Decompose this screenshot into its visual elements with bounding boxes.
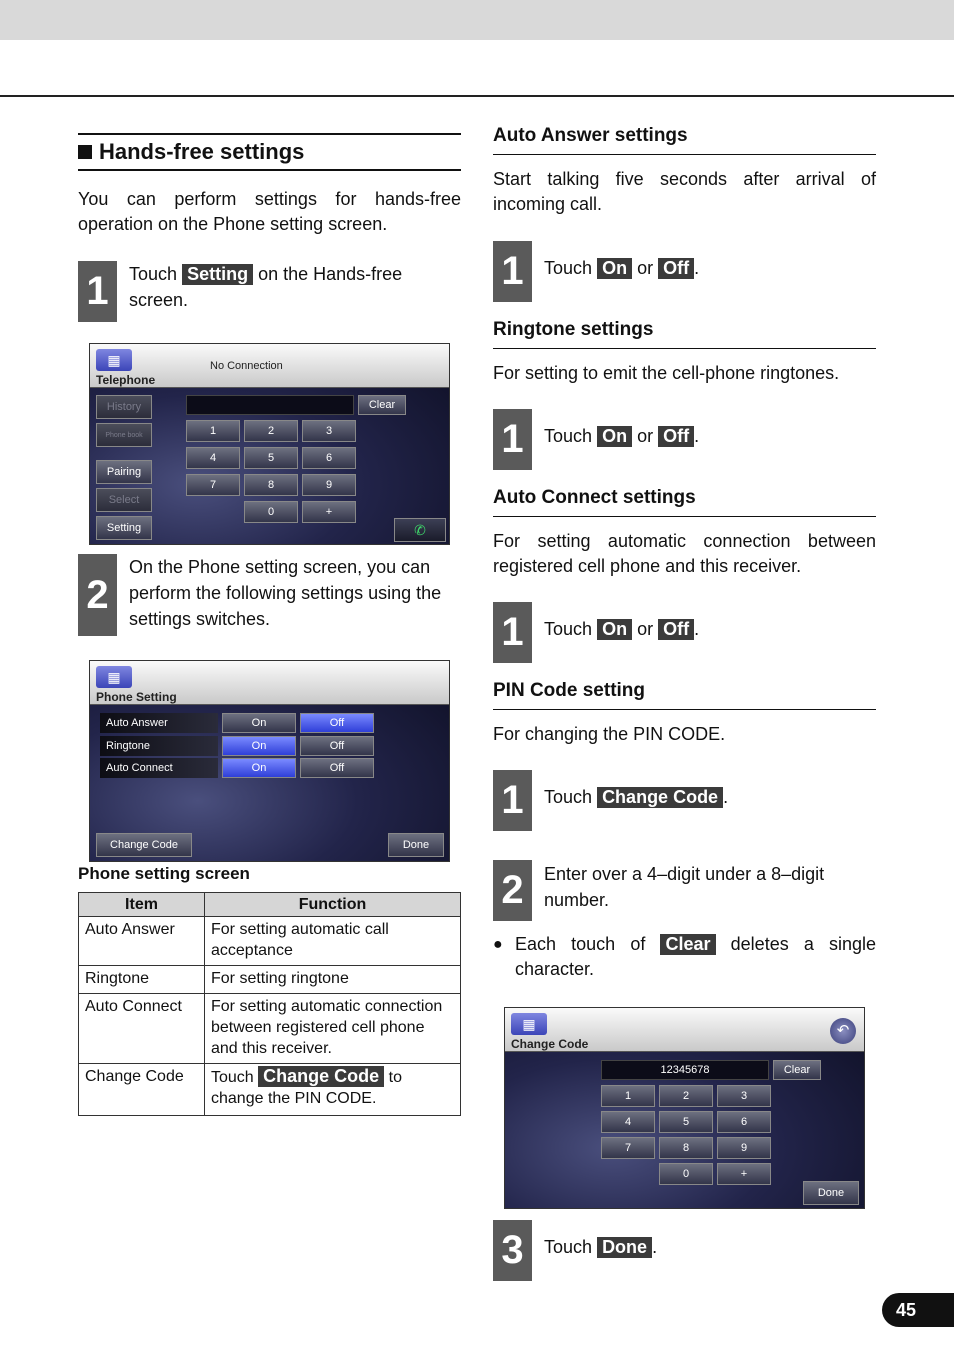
phonebook-button[interactable]: Phone book: [96, 423, 152, 447]
clear-key: Clear: [660, 934, 715, 955]
telephone-screenshot: [89, 343, 450, 545]
note-text-pre: Each touch of: [515, 934, 646, 954]
back-icon[interactable]: ↶: [830, 1018, 856, 1044]
step-text: [544, 409, 876, 449]
auto-answer-on-button[interactable]: On: [222, 713, 296, 733]
step-text: [129, 261, 461, 313]
cell-function: For setting ringtone: [205, 966, 461, 994]
intro-paragraph: You can perform settings for hands-free operation on the Phone setting screen.: [78, 189, 461, 234]
step-number: 1: [493, 770, 532, 831]
number-display: [186, 395, 354, 415]
step-number: 2: [78, 554, 117, 636]
cell-function: For setting automatic call acceptance: [205, 917, 461, 966]
auto-connect-desc: For setting automatic connection between registered cell phone and this receiver.: [493, 531, 876, 576]
setting-key: Setting: [182, 264, 253, 285]
key-3[interactable]: 3: [717, 1085, 771, 1107]
clear-button[interactable]: Clear: [358, 395, 406, 415]
off-key: Off: [658, 258, 694, 279]
change-code-key: Change Code: [258, 1066, 384, 1087]
step-number: 1: [493, 241, 532, 302]
step-text-or: or: [637, 426, 654, 446]
key-6[interactable]: 6: [717, 1111, 771, 1133]
step-text-or: or: [637, 619, 654, 639]
pin-code-desc: For changing the PIN CODE.: [493, 724, 726, 744]
square-bullet-icon: [78, 145, 92, 159]
setting-button[interactable]: Setting: [96, 516, 152, 540]
key-5[interactable]: 5: [244, 447, 298, 469]
cell-item: Change Code: [79, 1064, 205, 1116]
key-8[interactable]: 8: [244, 474, 298, 496]
table-row: [79, 994, 461, 1064]
call-icon[interactable]: ✆: [394, 518, 446, 542]
header-function: Function: [205, 893, 461, 917]
step-number: 3: [493, 1220, 532, 1281]
auto-connect-off-button[interactable]: Off: [300, 758, 374, 778]
screen-title: Telephone: [96, 373, 156, 387]
note-text-post: deletes a single character.: [515, 934, 876, 979]
auto-answer-off-button[interactable]: Off: [300, 713, 374, 733]
auto-connect-on-button[interactable]: On: [222, 758, 296, 778]
done-key: Done: [597, 1237, 652, 1258]
key-plus[interactable]: +: [717, 1163, 771, 1185]
on-key: On: [597, 258, 632, 279]
cell-function: For setting automatic connection between registered cell phone and this receiver.: [205, 994, 461, 1064]
key-8[interactable]: 8: [659, 1137, 713, 1159]
table-caption: Phone setting screen: [78, 864, 250, 883]
key-9[interactable]: 9: [302, 474, 356, 496]
cell-text-pre: Touch: [211, 1069, 254, 1086]
done-button[interactable]: Done: [388, 833, 444, 857]
ringtone-desc: For setting to emit the cell-phone ringtones.: [493, 363, 840, 383]
key-4[interactable]: 4: [601, 1111, 655, 1133]
change-code-screenshot: [504, 1007, 865, 1209]
table-row: [79, 917, 461, 966]
step-text: [544, 602, 876, 642]
auto-connect-title: Auto Connect settings: [493, 482, 876, 517]
key-7[interactable]: 7: [601, 1137, 655, 1159]
bullet-dot-icon: ●: [493, 936, 503, 953]
step-setting: [78, 261, 461, 322]
step-text-pre: Touch: [544, 1237, 593, 1257]
step-done: [493, 1220, 876, 1281]
header-rule: [0, 95, 954, 97]
page-number: 45: [882, 1293, 954, 1327]
section-title-text: Hands-free settings: [99, 139, 305, 164]
screen-header: [90, 661, 449, 705]
history-button[interactable]: History: [96, 395, 152, 419]
step-text-pre: Touch: [544, 787, 593, 807]
key-1[interactable]: 1: [186, 420, 240, 442]
step-text-end: .: [694, 619, 700, 639]
phone-icon: ▦: [96, 349, 132, 371]
step-enter-digits: [493, 860, 876, 921]
cell-function: [205, 1064, 461, 1116]
key-7[interactable]: 7: [186, 474, 240, 496]
step-text-post: on the Hands-free screen.: [129, 264, 403, 310]
step-number: 1: [493, 409, 532, 470]
pin-code-title: PIN Code setting: [493, 675, 876, 710]
clear-note: [493, 932, 876, 982]
step-text-pre: Touch: [544, 426, 593, 446]
key-0[interactable]: 0: [244, 501, 298, 523]
connection-status: No Connection: [210, 360, 283, 372]
step-text-or: or: [637, 258, 654, 278]
step-text-pre: Touch: [544, 619, 593, 639]
function-table: [78, 892, 461, 1116]
key-2[interactable]: 2: [659, 1085, 713, 1107]
change-code-key: Change Code: [597, 787, 723, 808]
change-code-button[interactable]: Change Code: [96, 833, 192, 857]
step-text-end: .: [694, 426, 700, 446]
code-display: 12345678: [601, 1060, 769, 1080]
step-text: [544, 1220, 876, 1260]
step-ringtone: [493, 409, 876, 470]
ringtone-title: Ringtone settings: [493, 314, 876, 349]
ringtone-off-button[interactable]: Off: [300, 736, 374, 756]
cell-item: Auto Answer: [79, 917, 205, 966]
done-button[interactable]: Done: [803, 1181, 859, 1205]
step-text: On the Phone setting screen, you can perform the following settings using the settings switches.: [129, 557, 442, 629]
auto-connect-label: Auto Connect: [100, 758, 218, 778]
key-2[interactable]: 2: [244, 420, 298, 442]
phone-icon: ▦: [511, 1013, 547, 1035]
step-phone-setting: [78, 554, 461, 636]
phone-setting-screenshot: [89, 660, 450, 862]
clear-button[interactable]: Clear: [773, 1060, 821, 1080]
step-text: [544, 241, 876, 281]
screen-header: [505, 1008, 864, 1052]
screen-title: Change Code: [511, 1037, 589, 1051]
section-title: [78, 133, 461, 171]
auto-answer-desc: Start talking five seconds after arrival of incoming call.: [493, 169, 876, 214]
key-3[interactable]: 3: [302, 420, 356, 442]
header-band: [0, 0, 954, 40]
step-text-pre: Touch: [129, 264, 178, 284]
off-key: Off: [658, 426, 694, 447]
key-9[interactable]: 9: [717, 1137, 771, 1159]
step-auto-connect: [493, 602, 876, 663]
ringtone-on-button[interactable]: On: [222, 736, 296, 756]
key-plus[interactable]: +: [302, 501, 356, 523]
step-number: 2: [493, 860, 532, 921]
step-number: 1: [493, 602, 532, 663]
step-number: 1: [78, 261, 117, 322]
ringtone-label: Ringtone: [100, 736, 218, 756]
step-text: [544, 770, 876, 810]
step-change-code: [493, 770, 876, 831]
select-button[interactable]: Select: [96, 488, 152, 512]
auto-answer-label: Auto Answer: [100, 713, 218, 733]
step-text-pre: Touch: [544, 258, 593, 278]
key-4[interactable]: 4: [186, 447, 240, 469]
step-text-end: .: [723, 787, 729, 807]
table-row: [79, 966, 461, 994]
off-key: Off: [658, 619, 694, 640]
step-auto-answer: [493, 241, 876, 302]
auto-answer-title: Auto Answer settings: [493, 120, 876, 155]
on-key: On: [597, 426, 632, 447]
key-5[interactable]: 5: [659, 1111, 713, 1133]
phone-icon: ▦: [96, 666, 132, 688]
screen-header: [90, 344, 449, 388]
header-item: Item: [79, 893, 205, 917]
left-column: [78, 133, 461, 322]
cell-item: Ringtone: [79, 966, 205, 994]
key-6[interactable]: 6: [302, 447, 356, 469]
key-0[interactable]: 0: [659, 1163, 713, 1185]
step-text-end: .: [652, 1237, 658, 1257]
key-1[interactable]: 1: [601, 1085, 655, 1107]
cell-item: Auto Connect: [79, 994, 205, 1064]
pairing-button[interactable]: Pairing: [96, 460, 152, 484]
cell-text-post: to change the PIN CODE.: [211, 1069, 402, 1107]
on-key: On: [597, 619, 632, 640]
step-text-end: .: [694, 258, 700, 278]
step-text: Enter over a 4–digit under a 8–digit number.: [544, 864, 825, 910]
table-row: [79, 1064, 461, 1116]
clear-note-text: [515, 932, 876, 982]
screen-title: Phone Setting: [96, 690, 177, 704]
right-column: [493, 120, 876, 982]
table-header-row: [79, 893, 461, 917]
function-table-wrapper: [78, 892, 461, 1116]
